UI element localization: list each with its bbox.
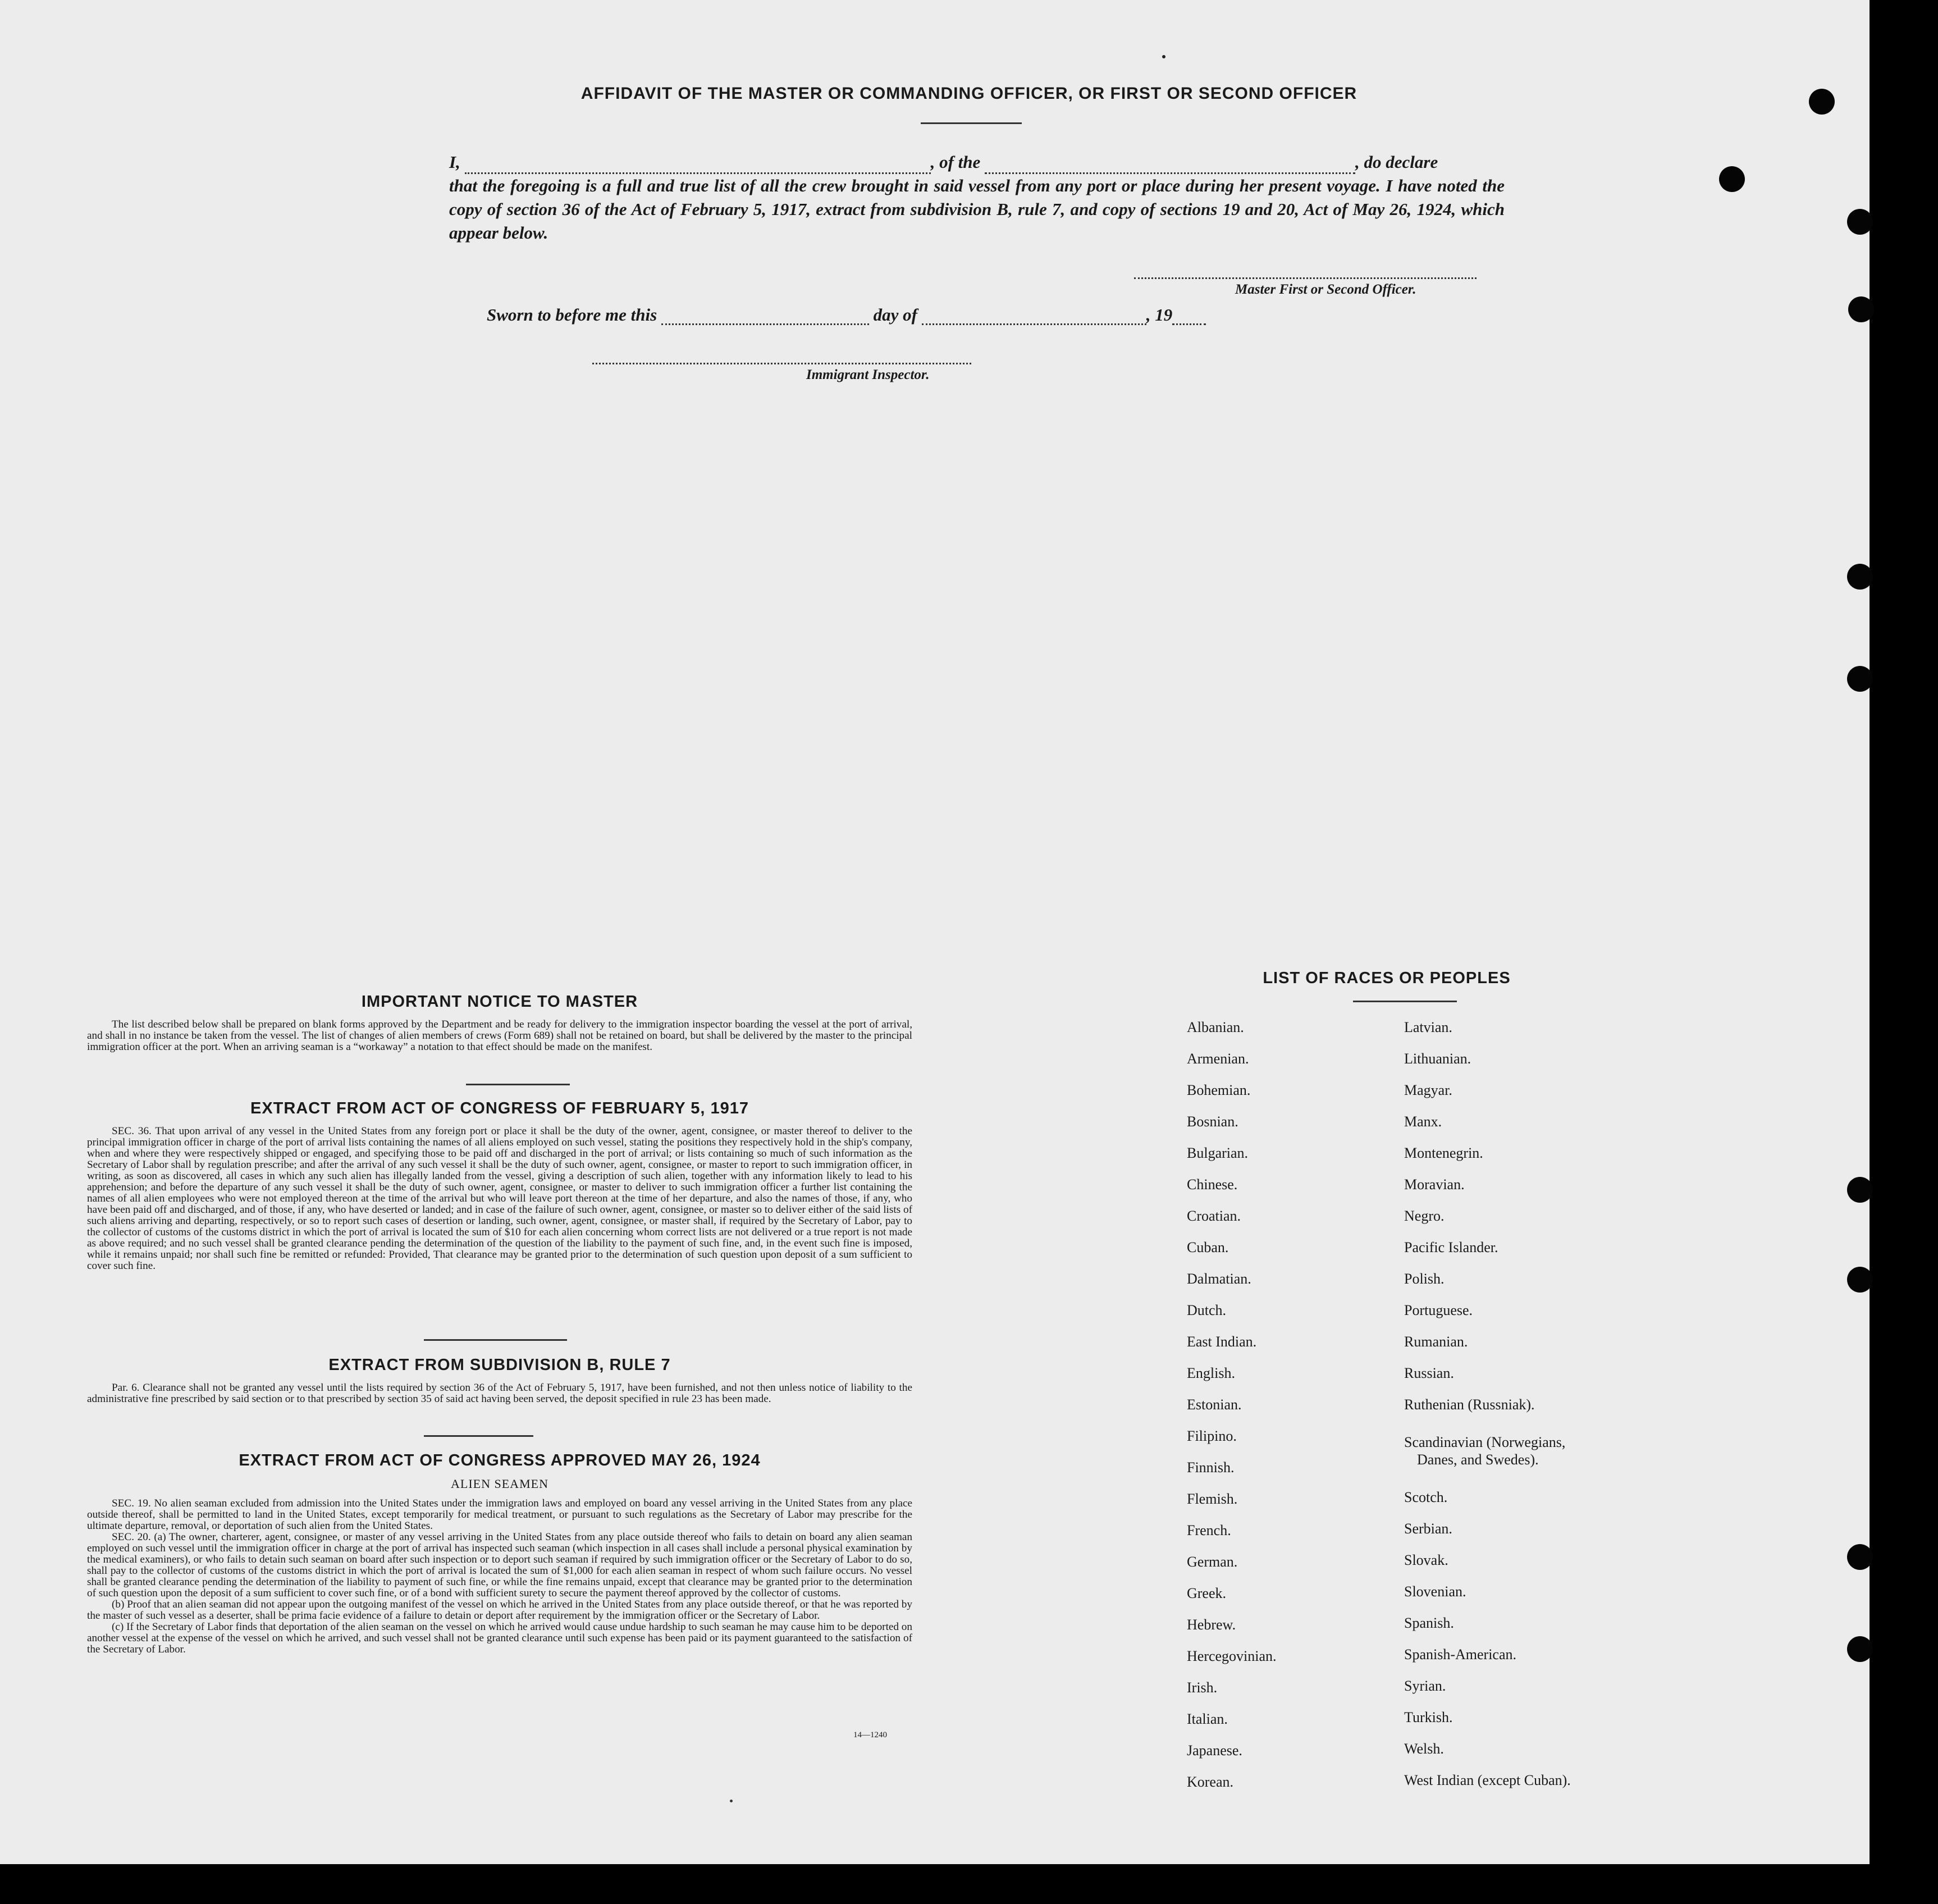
title-divider bbox=[921, 122, 1022, 124]
race-item: Negro. bbox=[1404, 1208, 1445, 1224]
race-item: Bosnian. bbox=[1187, 1113, 1238, 1130]
race-item: Korean. bbox=[1187, 1774, 1234, 1790]
vessel-blank[interactable] bbox=[985, 153, 1355, 174]
inspector-label: Immigrant Inspector. bbox=[806, 367, 930, 382]
master-signature-label: Master First or Second Officer. bbox=[1235, 282, 1416, 297]
race-item: Lithuanian. bbox=[1404, 1051, 1471, 1067]
race-item: Hebrew. bbox=[1187, 1617, 1236, 1633]
race-item: Croatian. bbox=[1187, 1208, 1241, 1224]
race-item: French. bbox=[1187, 1522, 1231, 1538]
race-item: Dalmatian. bbox=[1187, 1271, 1251, 1287]
master-signature-line[interactable] bbox=[1134, 277, 1477, 279]
punch-hole bbox=[1847, 1177, 1873, 1203]
sworn-prefix: Sworn to before me this bbox=[487, 305, 657, 325]
affidavit-declare-label: , do declare bbox=[1355, 152, 1438, 172]
race-item: Moravian. bbox=[1404, 1176, 1465, 1193]
divider-3 bbox=[424, 1435, 533, 1437]
race-item: Greek. bbox=[1187, 1585, 1227, 1601]
punch-hole bbox=[1847, 1267, 1873, 1293]
speck bbox=[730, 1800, 733, 1802]
sworn-day-blank[interactable] bbox=[661, 304, 869, 325]
affidavit-statement: that the foregoing is a full and true list of all the crew brought in said vessel from any port or place during her present voyage. I have noted the copy of section 36 of the Act of February 5, 1917, extract from subdivision B, rule 7, and copy of sections 19 and 20, Act of May 26, 1924, which appear below. bbox=[449, 176, 1505, 243]
race-item: Scandinavian (Norwegians, bbox=[1404, 1434, 1566, 1451]
notice-title: IMPORTANT NOTICE TO MASTER bbox=[361, 993, 638, 1011]
punch-hole bbox=[1847, 666, 1873, 692]
race-item: English. bbox=[1187, 1365, 1235, 1381]
punch-hole bbox=[1847, 1636, 1873, 1662]
affidavit-body bbox=[449, 150, 1505, 245]
punch-hole bbox=[1847, 564, 1873, 590]
race-item: Portuguese. bbox=[1404, 1302, 1473, 1318]
race-item: Spanish-American. bbox=[1404, 1646, 1517, 1663]
races-divider bbox=[1353, 1001, 1457, 1002]
race-item: Bohemian. bbox=[1187, 1082, 1251, 1098]
race-item: Syrian. bbox=[1404, 1678, 1446, 1695]
race-item: Japanese. bbox=[1187, 1742, 1242, 1759]
par-6-paragraph: Par. 6. Clearance shall not be granted any vessel until the lists required by section 36 of the Act of February 5, 1917, have been furnished, and not then unless notice of liability to the administrative fine prescribed by said section or to that prescribed by section 35 of said act having been served, the deposit specified in rule 23 has been made. bbox=[87, 1382, 912, 1405]
sec-20c-paragraph: (c) If the Secretary of Labor finds that deportation of the alien seaman on the vessel on which he arrived would cause undue hardship to such seaman he may cause him to be deported on another vessel at the expense of the vessel on which he arrived, and such vessel shall not be granted clearance until such expense has been paid or its payment guaranteed to the satisfaction of the Secretary of Labor. bbox=[87, 1621, 912, 1655]
affidavit-title: AFFIDAVIT OF THE MASTER OR COMMANDING OFFICER, OR FIRST OR SECOND OFFICER bbox=[581, 84, 1357, 103]
notice-paragraph: The list described below shall be prepared on blank forms approved by the Department and be ready for delivery to the immigration inspector boarding the vessel at the port of arrival, and shall in no instance be taken from the vessel. The list of changes of alien members of crews (Form 689) shall not be retained on board, but shall be delivered by the master to the principal immigration officer at the port. When an arriving seaman is a “workaway” a notation to that effect should be made on the manifest. bbox=[87, 1019, 912, 1053]
punch-hole bbox=[1847, 209, 1873, 235]
extract-1917-title: EXTRACT FROM ACT OF CONGRESS OF FEBRUARY 5, 1917 bbox=[250, 1099, 749, 1117]
notice-text bbox=[87, 1019, 912, 1053]
sworn-day-of: day of bbox=[873, 305, 917, 325]
race-item: Slovenian. bbox=[1404, 1583, 1466, 1600]
extract-1924-text bbox=[87, 1498, 912, 1655]
races-title: LIST OF RACES OR PEOPLES bbox=[1263, 969, 1511, 987]
punch-hole bbox=[1848, 296, 1874, 322]
affidavit-of-the-label: , of the bbox=[930, 152, 981, 172]
race-item: Cuban. bbox=[1187, 1239, 1229, 1255]
sec-20a-paragraph: SEC. 20. (a) The owner, charterer, agent, consignee, or master of any vessel arriving in the United States from any place outside thereof who fails to detain on board any alien seaman employed on such vessel until the immigration officer in charge at the port of arrival has inspected such seaman (which inspection in all cases shall include a personal physical examination by the medical examiners), or who fails to detain such seaman on board after such inspection or to deport such seaman if required by such immigration officer or the Secretary of Labor to do so, shall pay to the collector of customs of the customs district in which the port of arrival is located the sum of $1,000 for each alien seaman in respect of whom such failure occurs. No vessel shall be granted clearance pending the determination of the liability to payment of such fine, or while the fine remains unpaid, except that clearance may be granted prior to the determination of such question upon the deposit of a sum sufficient to cover such fine, or of a bond with sufficient surety to secure the payment thereof approved by the collector of customs. bbox=[87, 1531, 912, 1599]
race-item: Scotch. bbox=[1404, 1489, 1448, 1506]
race-item: Bulgarian. bbox=[1187, 1145, 1249, 1161]
sec-20b-paragraph: (b) Proof that an alien seaman did not appear upon the outgoing manifest of the vessel on which he arrived in the United States from any place outside thereof, or that he was reported by the master of such vessel as a deserter, shall be prima facie evidence of a failure to detain or deport after requirement by the immigration officer or the Secretary of Labor. bbox=[87, 1599, 912, 1622]
race-item: Dutch. bbox=[1187, 1302, 1227, 1318]
punch-hole bbox=[1719, 166, 1745, 192]
extract-1917-text bbox=[87, 1126, 912, 1272]
race-item: Magyar. bbox=[1404, 1082, 1452, 1098]
sec-19-paragraph: SEC. 19. No alien seaman excluded from admission into the United States under the immigration laws and employed on board any vessel arriving in the United States from any place outside thereof, shall be permitted to land in the United States, except temporarily for medical treatment, or pursuant to such regulations as the Secretary of Labor may prescribe for the ultimate departure, removal, or deportation of such alien from the United States. bbox=[87, 1497, 912, 1532]
race-item: Italian. bbox=[1187, 1711, 1228, 1727]
punch-hole bbox=[1809, 89, 1835, 115]
sworn-line bbox=[487, 304, 1206, 325]
race-item: Ruthenian (Russniak). bbox=[1404, 1396, 1535, 1413]
race-item: Latvian. bbox=[1404, 1019, 1452, 1035]
race-item: Finnish. bbox=[1187, 1459, 1235, 1476]
race-item: Rumanian. bbox=[1404, 1334, 1468, 1350]
alien-seamen-subtitle: ALIEN SEAMEN bbox=[451, 1477, 549, 1491]
divider-1 bbox=[466, 1084, 570, 1085]
extract-rule7-title: EXTRACT FROM SUBDIVISION B, RULE 7 bbox=[328, 1356, 671, 1374]
race-item: Danes, and Swedes). bbox=[1417, 1451, 1539, 1468]
affidavit-declaration-line bbox=[449, 150, 1505, 174]
race-item: Estonian. bbox=[1187, 1396, 1242, 1413]
affidavit-i-label: I, bbox=[449, 152, 460, 172]
race-item: West Indian (except Cuban). bbox=[1404, 1772, 1571, 1789]
sec-36-paragraph: SEC. 36. That upon arrival of any vessel in the United States from any foreign port or place it shall be the duty of the owner, agent, consignee, or master thereof to deliver to the principal immigration officer in charge of the port of arrival lists containing the names of all aliens employed on such vessel, stating the positions they respectively hold in the ship's company, when and where they were respectively shipped or engaged, and specifying those to be paid off and discharged in the port of arrival; or lists containing so much of such information as the Secretary of Labor shall by regulation prescribe; and after the arrival of any such vessel it shall be the duty of such owner, agent, consignee, or master to report to such immigration officer, in writing, as soon as discovered, all cases in which any such alien has illegally landed from the vessel, giving a description of such alien, together with any information likely to lead to his apprehension; and before the departure of any such vessel it shall be the duty of such owner, agent, consignee, or master to deliver to such immigration officer a further list containing the names of all alien employees who were not employed thereon at the time of the arrival but who will leave port thereon at the time of her departure, and also the names of those, if any, who have been paid off and discharged, and of those, if any, who have deserted or landed; and in case of the failure of such owner, agent, consignee, or master so to deliver either of the said lists of such aliens arriving and departing, respectively, or so to report such cases of desertion or landing, such owner, agent, consignee, or master shall, if required by the Secretary of Labor, pay to the collector of customs of the customs district in which the port of arrival is located the sum of $10 for each alien concerning whom correct lists are not delivered or a true report is not made as above required; and no such vessel shall be granted clearance pending the determination of the question of the liability to the payment of such fine, and, in the event such fine is imposed, while it remains unpaid; nor shall such fine be remitted or refunded: Provided, That clearance may be granted prior to the determination of such question upon deposit of a sum sufficient to cover such fine. bbox=[87, 1125, 912, 1272]
inspector-signature-line[interactable] bbox=[592, 363, 971, 364]
sworn-year-blank[interactable] bbox=[1172, 304, 1206, 325]
race-item: Chinese. bbox=[1187, 1176, 1238, 1193]
speck bbox=[1162, 55, 1165, 58]
race-item: Spanish. bbox=[1404, 1615, 1454, 1632]
sworn-year-label: , 19 bbox=[1146, 305, 1173, 325]
race-item: Armenian. bbox=[1187, 1051, 1249, 1067]
name-blank[interactable] bbox=[465, 153, 931, 174]
race-item: Slovak. bbox=[1404, 1552, 1448, 1569]
race-item: Welsh. bbox=[1404, 1741, 1444, 1757]
sworn-month-blank[interactable] bbox=[922, 304, 1146, 325]
race-item: Flemish. bbox=[1187, 1491, 1238, 1507]
race-item: Manx. bbox=[1404, 1113, 1442, 1130]
race-item: Filipino. bbox=[1187, 1428, 1237, 1444]
race-item: Polish. bbox=[1404, 1271, 1445, 1287]
race-item: Montenegrin. bbox=[1404, 1145, 1483, 1161]
race-item: Albanian. bbox=[1187, 1019, 1244, 1035]
race-item: Pacific Islander. bbox=[1404, 1239, 1498, 1255]
race-item: Irish. bbox=[1187, 1679, 1218, 1696]
punch-hole bbox=[1847, 1544, 1873, 1570]
divider-2 bbox=[424, 1339, 567, 1341]
race-item: Hercegovinian. bbox=[1187, 1648, 1277, 1664]
form-number: 14—1240 bbox=[853, 1731, 887, 1739]
extract-rule7-text bbox=[87, 1382, 912, 1405]
race-item: Turkish. bbox=[1404, 1709, 1453, 1726]
race-item: Serbian. bbox=[1404, 1521, 1452, 1537]
extract-1924-title: EXTRACT FROM ACT OF CONGRESS APPROVED MAY 26, 1924 bbox=[239, 1451, 761, 1469]
race-item: East Indian. bbox=[1187, 1334, 1257, 1350]
race-item: Russian. bbox=[1404, 1365, 1454, 1381]
race-item: German. bbox=[1187, 1554, 1238, 1570]
